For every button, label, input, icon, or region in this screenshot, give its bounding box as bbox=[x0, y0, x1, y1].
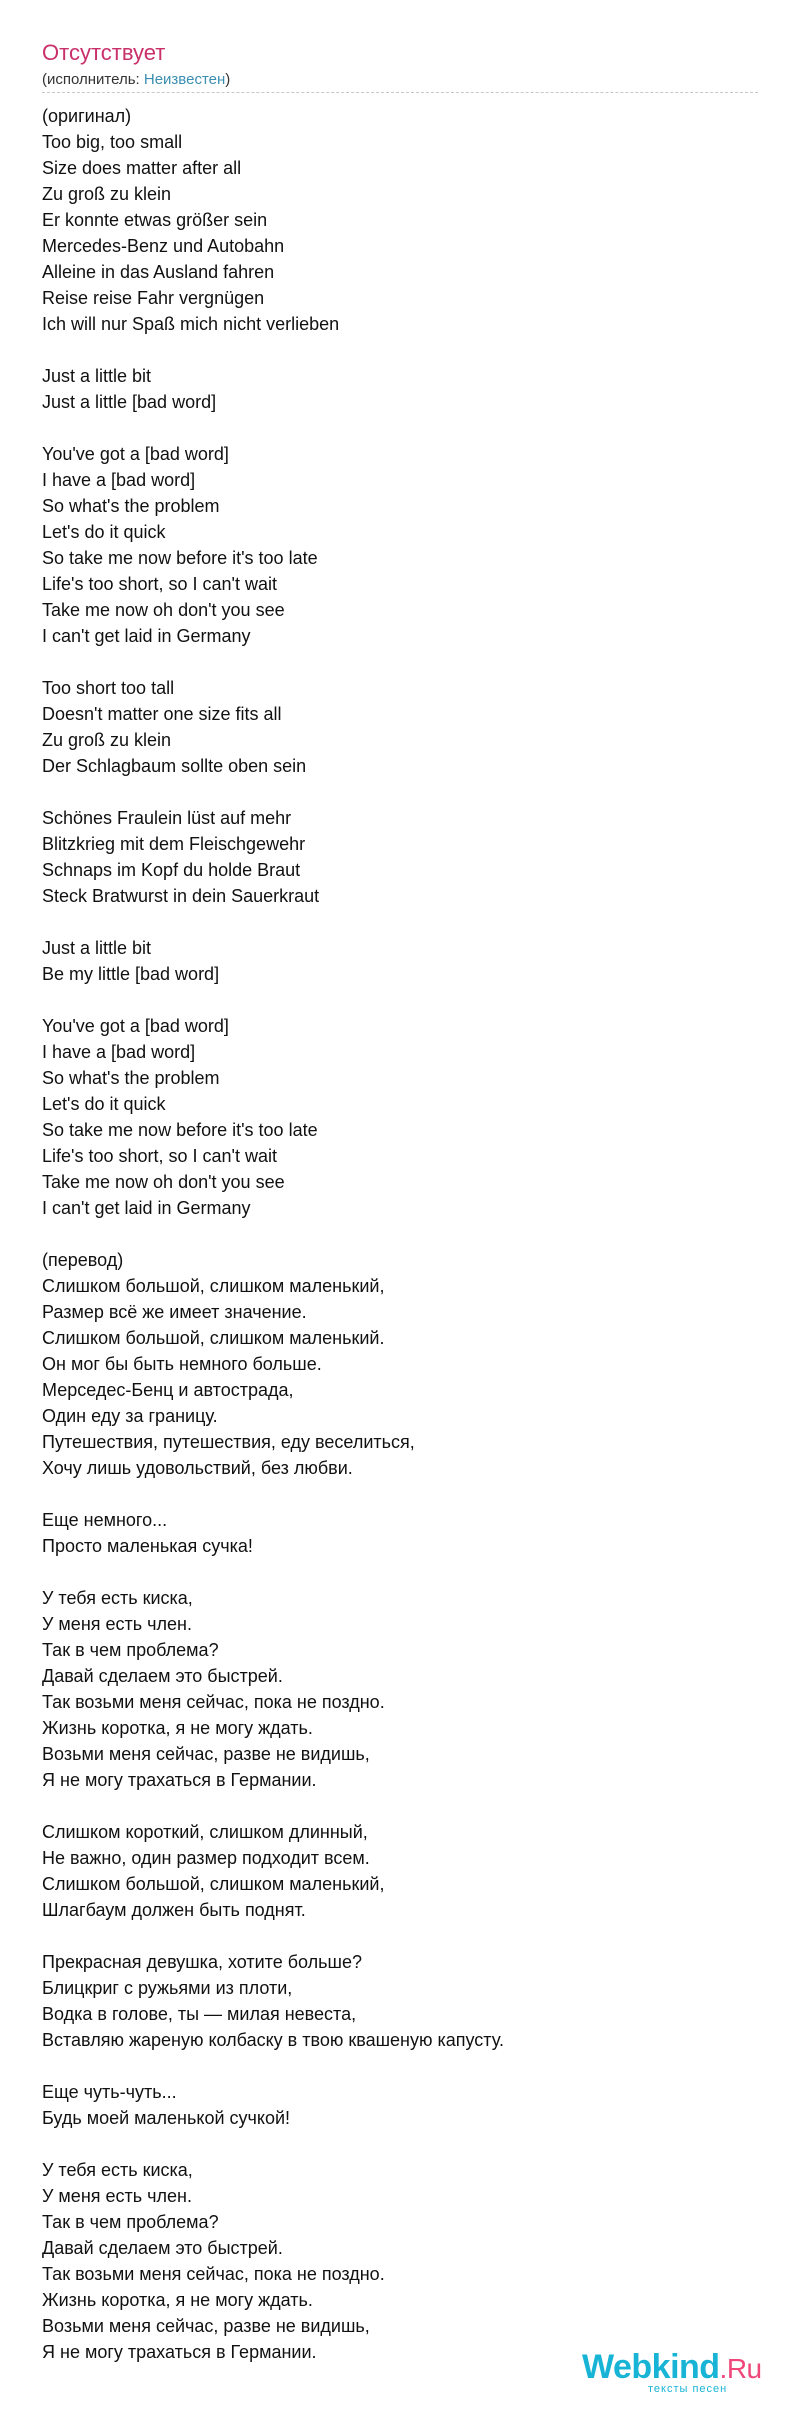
lyric-blank-line bbox=[42, 909, 758, 935]
lyric-line: Давай сделаем это быстрей. bbox=[42, 2238, 283, 2258]
lyric-line: У меня есть член. bbox=[42, 2186, 192, 2206]
lyric-line: У меня есть член. bbox=[42, 1614, 192, 1634]
lyric-line: Zu groß zu klein bbox=[42, 184, 172, 204]
lyric-line: You've got a [bad word] bbox=[42, 444, 229, 464]
lyric-line: So take me now before it's too late bbox=[42, 1120, 318, 1140]
lyric-line: Будь моей маленькой сучкой! bbox=[42, 2108, 291, 2128]
lyric-line: Just a little [bad word] bbox=[42, 392, 217, 412]
lyric-line: Жизнь коротка, я не могу ждать. bbox=[42, 1718, 313, 1738]
lyric-line: Еще чуть-чуть... bbox=[42, 2082, 177, 2102]
lyric-line: Слишком большой, слишком маленький, bbox=[42, 1874, 385, 1894]
logo-tagline: тексты песен bbox=[648, 2383, 728, 2395]
lyric-line: Let's do it quick bbox=[42, 522, 166, 542]
lyric-line: Хочу лишь удовольствий, без любви. bbox=[42, 1458, 353, 1478]
lyric-line: Schönes Fraulein lüst auf mehr bbox=[42, 808, 292, 828]
header-divider bbox=[42, 92, 758, 93]
lyric-line: Размер всё же имеет значение. bbox=[42, 1302, 307, 1322]
lyric-line: I have a [bad word] bbox=[42, 1042, 196, 1062]
logo-tld: .Ru bbox=[719, 2353, 762, 2384]
lyric-line: Вставляю жареную колбаску в твою квашеную капусту. bbox=[42, 2030, 504, 2050]
lyric-line: Слишком короткий, слишком длинный, bbox=[42, 1822, 368, 1842]
lyric-line: Life's too short, so I can't wait bbox=[42, 1146, 277, 1166]
lyric-line: (перевод) bbox=[42, 1250, 124, 1270]
lyric-line: Just a little bit bbox=[42, 366, 152, 386]
lyric-blank-line bbox=[42, 2131, 758, 2157]
lyric-line: So what's the problem bbox=[42, 1068, 220, 1088]
lyric-line: Мерседес-Бенц и автострада, bbox=[42, 1380, 294, 1400]
logo-wordmark bbox=[582, 2349, 782, 2387]
lyric-line: Возьми меня сейчас, разве не видишь, bbox=[42, 2316, 370, 2336]
lyric-line: Я не могу трахаться в Германии. bbox=[42, 2342, 317, 2362]
artist-prefix: (исполнитель: bbox=[42, 71, 144, 88]
lyric-line: Водка в голове, ты — милая невеста, bbox=[42, 2004, 357, 2024]
lyric-line: Возьми меня сейчас, разве не видишь, bbox=[42, 1744, 370, 1764]
lyric-line: Be my little [bad word] bbox=[42, 964, 220, 984]
lyric-line: Шлагбаум должен быть поднят. bbox=[42, 1900, 306, 1920]
lyric-blank-line bbox=[42, 1559, 758, 1585]
lyric-line: Слишком большой, слишком маленький. bbox=[42, 1328, 385, 1348]
song-header bbox=[42, 38, 758, 90]
lyric-line: Просто маленькая сучка! bbox=[42, 1536, 253, 1556]
lyric-line: Zu groß zu klein bbox=[42, 730, 172, 750]
lyrics-text bbox=[42, 103, 758, 2365]
lyric-line: Путешествия, путешествия, еду веселиться, bbox=[42, 1432, 415, 1452]
lyric-line: Ich will nur Spaß mich nicht verlieben bbox=[42, 314, 340, 334]
lyric-blank-line bbox=[42, 1221, 758, 1247]
song-title: Отсутствует bbox=[42, 40, 166, 65]
lyric-line: Take me now oh don't you see bbox=[42, 600, 285, 620]
lyric-line: (оригинал) bbox=[42, 106, 132, 126]
lyric-line: Не важно, один размер подходит всем. bbox=[42, 1848, 370, 1868]
lyric-line: Just a little bit bbox=[42, 938, 152, 958]
artist-link[interactable]: Неизвестен bbox=[143, 71, 226, 88]
lyric-line: Жизнь коротка, я не могу ждать. bbox=[42, 2290, 313, 2310]
lyric-line: Size does matter after all bbox=[42, 158, 242, 178]
lyric-line: У тебя есть киска, bbox=[42, 1588, 193, 1608]
artist-suffix: ) bbox=[225, 71, 231, 88]
lyric-line: I can't get laid in Germany bbox=[42, 1198, 251, 1218]
lyric-line: Der Schlagbaum sollte oben sein bbox=[42, 756, 307, 776]
lyric-blank-line bbox=[42, 337, 758, 363]
lyric-line: Schnaps im Kopf du holde Braut bbox=[42, 860, 301, 880]
lyric-line: So what's the problem bbox=[42, 496, 220, 516]
song-artist-line bbox=[42, 70, 758, 90]
lyric-line: Прекрасная девушка, хотите больше? bbox=[42, 1952, 362, 1972]
lyric-line: Steck Bratwurst in dein Sauerkraut bbox=[42, 886, 320, 906]
lyric-blank-line bbox=[42, 987, 758, 1013]
lyric-line: Let's do it quick bbox=[42, 1094, 166, 1114]
lyric-line: Too short too tall bbox=[42, 678, 175, 698]
lyric-line: Too big, too small bbox=[42, 132, 183, 152]
lyric-line: Так в чем проблема? bbox=[42, 1640, 219, 1660]
lyric-line: Reise reise Fahr vergnügen bbox=[42, 288, 265, 308]
lyric-line: I have a [bad word] bbox=[42, 470, 196, 490]
lyric-line: Doesn't matter one size fits all bbox=[42, 704, 282, 724]
lyric-line: Блицкриг с ружьями из плоти, bbox=[42, 1978, 293, 1998]
lyric-line: Er konnte etwas größer sein bbox=[42, 210, 268, 230]
lyric-line: Так в чем проблема? bbox=[42, 2212, 219, 2232]
lyric-line: Он мог бы быть немного больше. bbox=[42, 1354, 322, 1374]
lyric-line: Так возьми меня сейчас, пока не поздно. bbox=[42, 2264, 385, 2284]
lyric-line: I can't get laid in Germany bbox=[42, 626, 251, 646]
lyric-line: Mercedes-Benz und Autobahn bbox=[42, 236, 285, 256]
lyric-blank-line bbox=[42, 1923, 758, 1949]
lyric-blank-line bbox=[42, 779, 758, 805]
lyric-blank-line bbox=[42, 2053, 758, 2079]
lyric-line: Take me now oh don't you see bbox=[42, 1172, 285, 1192]
lyric-line: You've got a [bad word] bbox=[42, 1016, 229, 1036]
lyric-line: Alleine in das Ausland fahren bbox=[42, 262, 275, 282]
lyric-line: Еще немного... bbox=[42, 1510, 168, 1530]
lyric-blank-line bbox=[42, 1481, 758, 1507]
lyric-line: Life's too short, so I can't wait bbox=[42, 574, 277, 594]
lyric-line: Blitzkrieg mit dem Fleischgewehr bbox=[42, 834, 306, 854]
lyric-line: Один еду за границу. bbox=[42, 1406, 218, 1426]
lyric-line: Я не могу трахаться в Германии. bbox=[42, 1770, 317, 1790]
lyric-line: Так возьми меня сейчас, пока не поздно. bbox=[42, 1692, 385, 1712]
webkind-logo[interactable] bbox=[582, 2349, 782, 2397]
lyric-line: У тебя есть киска, bbox=[42, 2160, 193, 2180]
lyric-blank-line bbox=[42, 415, 758, 441]
lyric-line: So take me now before it's too late bbox=[42, 548, 318, 568]
lyric-line: Слишком большой, слишком маленький, bbox=[42, 1276, 385, 1296]
logo-main-text: Webkind bbox=[582, 2348, 720, 2386]
lyric-blank-line bbox=[42, 1793, 758, 1819]
lyric-blank-line bbox=[42, 649, 758, 675]
lyric-line: Давай сделаем это быстрей. bbox=[42, 1666, 283, 1686]
